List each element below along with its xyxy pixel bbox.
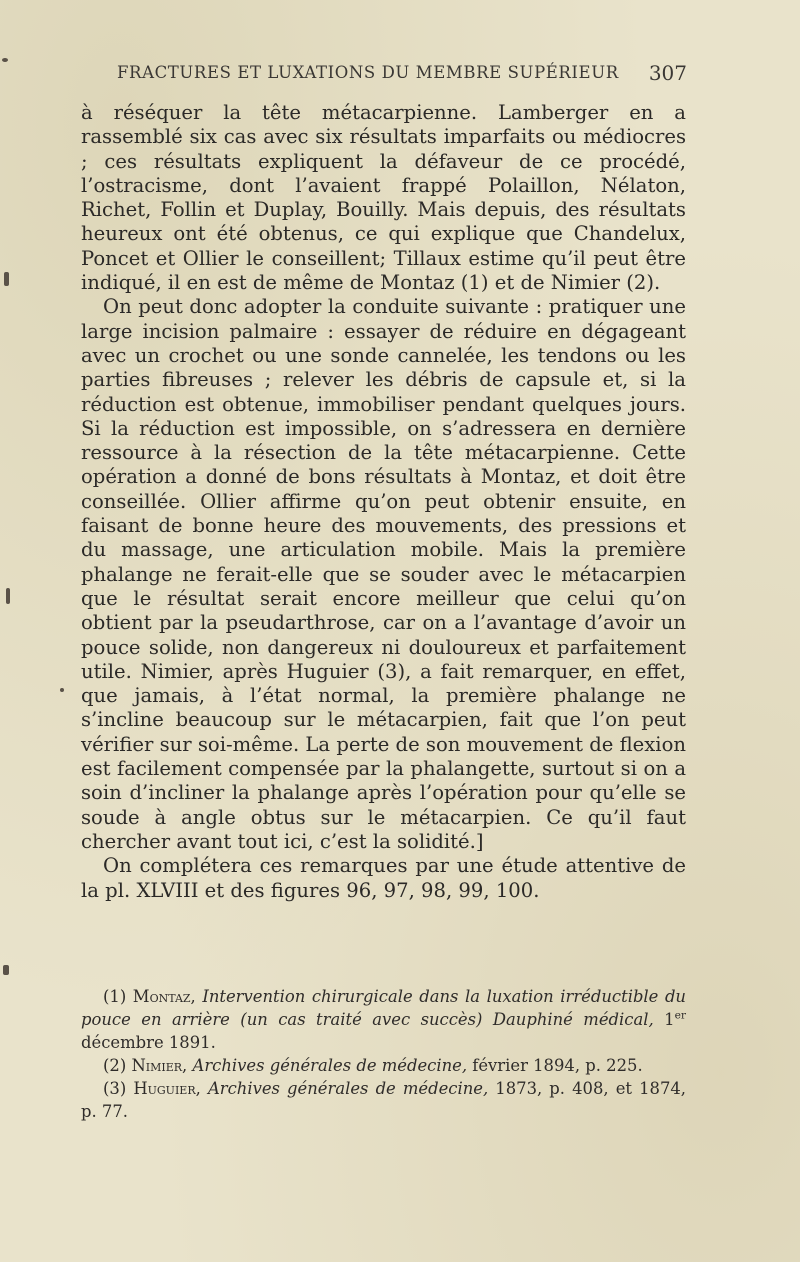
footnote-3-rest: 1873, p. 408, et 1874, p. 77. xyxy=(81,1079,687,1121)
margin-speck xyxy=(6,588,10,604)
margin-speck xyxy=(2,58,8,62)
footnote-2-author: Nimier, xyxy=(131,1056,188,1075)
running-header xyxy=(117,63,687,89)
margin-speck xyxy=(4,272,9,286)
footnote-1-date-rest: décembre 1891. xyxy=(81,1033,216,1052)
footnote-1-date-sup: er xyxy=(674,1008,686,1022)
margin-speck xyxy=(60,688,64,692)
main-text xyxy=(81,101,686,903)
footnote-1-date-ord: 1 xyxy=(664,1010,675,1029)
paragraph-3: On complétera ces remarques par une étude attentive de la pl. XLVIII et des figures 96, 97, 98, 99, 100. xyxy=(81,854,686,902)
footnote-1-author: Montaz, xyxy=(132,987,196,1006)
footnote-2 xyxy=(81,1054,686,1077)
footnote-2-marker: (2) xyxy=(103,1056,127,1075)
footnote-1 xyxy=(81,985,686,1054)
footnote-1-marker: (1) xyxy=(103,987,127,1006)
footnote-3 xyxy=(81,1077,686,1123)
footnote-2-rest: février 1894, p. 225. xyxy=(467,1056,643,1075)
paragraph-1: à réséquer la tête métacarpienne. Lamberger en a rassemblé six cas avec six résultats imparfaits ou médiocres ; ces résultats expliquent la défaveur de ce procédé, l’ostracisme, dont l’avaient frappé Polaillon, Nélaton, Richet, Follin et Duplay, Bouilly. Mais depuis, des résultats heureux ont été obtenus, ce qui explique que Chandelux, Poncet et Ollier le conseillent; Tillaux estime qu’il peut être indiqué, il en est de même de Montaz (1) et de Nimier (2). xyxy=(81,101,686,295)
footnote-3-title: Archives générales de médecine, xyxy=(207,1079,489,1098)
paragraph-2: On peut donc adopter la conduite suivante : pratiquer une large incision palmaire : essayer de réduire en dégageant avec un crochet ou une sonde cannelée, les tendons ou les parties fibreuses ; relever les débris de capsule et, si la réduction est obtenue, immobiliser pendant quelques jours. Si la réduction est impossible, on s’adressera en dernière ressource à la résection de la tête métacarpienne. Cette opération a donné de bons résultats à Montaz, et doit être conseillée. Ollier affirme qu’on peut obtenir ensuite, en faisant de bonne heure des mouvements, des pressions et du massage, une articulation mobile. Mais la première phalange ne ferait-elle que se souder avec le métacarpien que le résultat serait encore meilleur que celui qu’on obtient par la pseudarthrose, car on a l’avantage d’avoir un pouce solide, non dangereux ni douloureux et parfaitement utile. Nimier, après Huguier (3), a fait remarquer, en effet, que jamais, à l’état normal, la première phalange ne s’incline beaucoup sur le métacarpien, fait que l’on peut vérifier sur soi-même. La perte de son mouvement de flexion est facilement compensée par la phalangette, surtout si on a soin d’incliner la phalange après l’opération pour qu’elle se soude à angle obtus sur le métacarpien. Ce qu’il faut chercher avant tout ici, c’est la solidité.] xyxy=(81,295,686,853)
footnotes xyxy=(81,985,686,1123)
margin-speck xyxy=(3,965,9,975)
footnote-3-marker: (3) xyxy=(103,1079,127,1098)
page-number: 307 xyxy=(648,61,687,85)
footnote-3-author: Huguier, xyxy=(133,1079,201,1098)
running-title: FRACTURES ET LUXATIONS DU MEMBRE SUPÉRIEUR xyxy=(117,63,619,82)
footnote-2-title: Archives générales de médecine, xyxy=(192,1056,468,1075)
footnote-1-title: Intervention chirurgicale dans la luxation irréductible du pouce en arrière (un cas traité avec succès) Dauphiné médical, xyxy=(81,987,686,1029)
